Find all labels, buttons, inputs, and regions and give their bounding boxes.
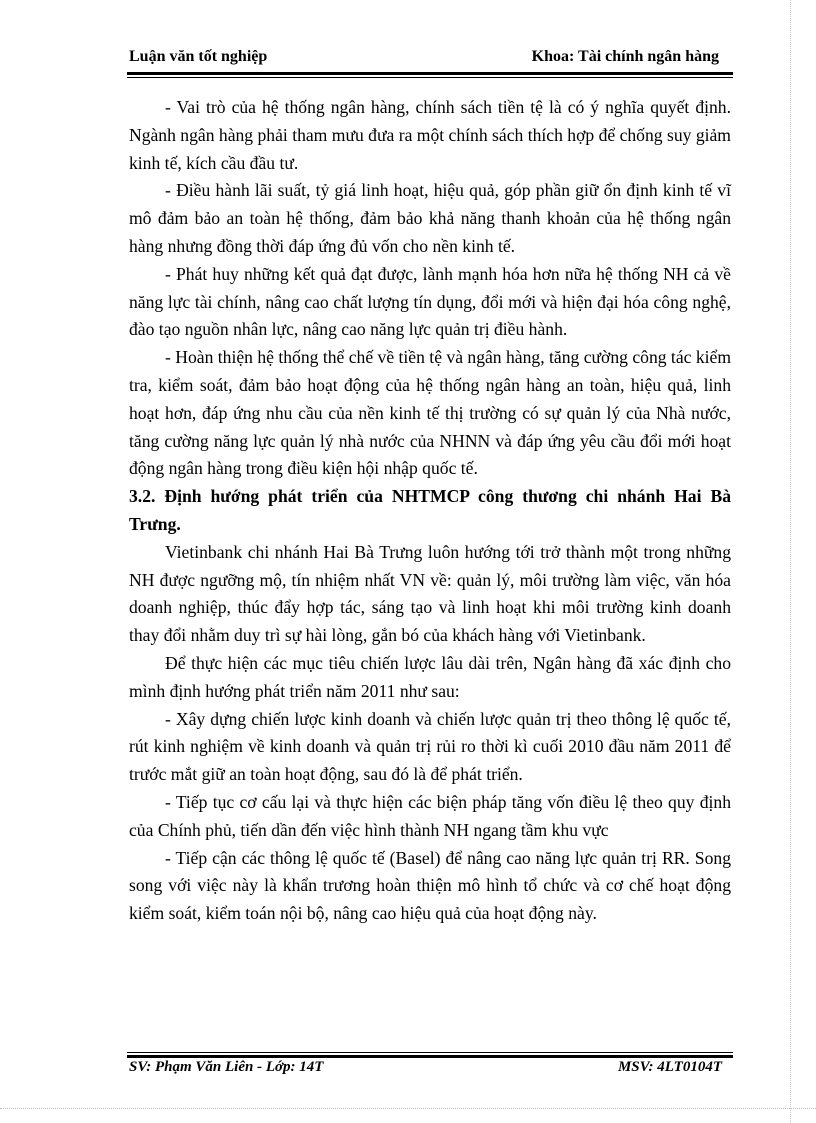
page-boundary-horizontal [0, 1108, 816, 1109]
paragraph: - Xây dựng chiến lược kinh doanh và chiến lược quản trị theo thông lệ quốc tế, rút kinh nghiệm về kinh doanh và quản trị rủi ro thời kì cuối 2010 đầu năm 2011 để trước mắt giữ an toàn hoạt động, sau đó là để phát triển. [129, 708, 731, 785]
page-boundary-vertical [790, 0, 791, 1123]
paragraph: - Hoàn thiện hệ thống thể chế về tiền tệ và ngân hàng, tăng cường công tác kiểm tra, kiểm soát, đảm bảo hoạt động của hệ thống ngân hàng an toàn, hiệu quả, linh hoạt hơn, đáp ứng nhu cầu của nền kinh tế thị trường có sự quản lý của Nhà nước, tăng cường năng lực quản lý nhà nước của NHNN và đáp ứng yêu cầu đổi mới hoạt động ngân hàng trong điều kiện hội nhập quốc tế. [129, 347, 732, 479]
footer-rule-thin [127, 1052, 733, 1053]
footer-rule-thick [127, 1055, 733, 1058]
paragraph: Vietinbank chi nhánh Hai Bà Trưng luôn hướng tới trở thành một trong những NH được ngưỡng mộ, tín nhiệm nhất VN về: quản lý, môi trường làm việc, văn hóa doanh nghiệp, thúc đẩy hợp tác, sáng tạo và linh hoạt khi môi trường kinh doanh thay đổi nhằm duy trì sự hài lòng, gắn bó của khách hàng với Vietinbank. [129, 541, 731, 646]
body-text [129, 94, 731, 928]
section-heading: 3.2. Định hướng phát triển của NHTMCP công thương chi nhánh Hai Bà Trưng. [129, 486, 731, 534]
footer-student-id: MSV: 4LT0104T [617, 1059, 722, 1075]
header-thesis-label: Luận văn tốt nghiệp [129, 48, 268, 65]
paragraph: - Vai trò của hệ thống ngân hàng, chính sách tiền tệ là có ý nghĩa quyết định. Ngành ngân hàng phải tham mưu đưa ra một chính sách thích hợp để chống suy giảm kinh tế, kích cầu đầu tư. [129, 97, 731, 173]
page-footer [129, 1059, 722, 1081]
header-faculty-label: Khoa: Tài chính ngân hàng [531, 48, 719, 65]
paragraph: - Điều hành lãi suất, tỷ giá linh hoạt, hiệu quả, góp phần giữ ổn định kinh tế vĩ mô đảm bảo an toàn hệ thống, đảm bảo khả năng thanh khoản của hệ thống ngân hàng nhưng đồng thời đáp ứng đủ vốn cho nền kinh tế. [129, 180, 731, 256]
header-rule-thick [127, 72, 733, 75]
header-rule-thin [127, 77, 733, 78]
paragraph: - Phát huy những kết quả đạt được, lành mạnh hóa hơn nữa hệ thống NH cả về năng lực tài chính, nâng cao chất lượng tín dụng, đổi mới và hiện đại hóa công nghệ, đào tạo nguồn nhân lực, nâng cao năng lực quản trị điều hành. [129, 263, 731, 340]
paragraph: - Tiếp tục cơ cấu lại và thực hiện các biện pháp tăng vốn điều lệ theo quy định của Chính phủ, tiến dần đến việc hình thành NH ngang tầm khu vực [129, 791, 731, 840]
paragraph: Để thực hiện các mục tiêu chiến lược lâu dài trên, Ngân hàng đã xác định cho mình định hướng phát triển năm 2011 như sau: [129, 652, 731, 701]
page-header [129, 48, 719, 70]
footer-student-label: SV: Phạm Văn Liên - Lớp: 14T [129, 1059, 324, 1075]
paragraph: - Tiếp cận các thông lệ quốc tế (Basel) để nâng cao năng lực quản trị RR. Song song với việc này là khẩn trương hoàn thiện mô hình tổ chức và cơ chế hoạt động kiểm soát, kiểm toán nội bộ, nâng cao hiệu quả của hoạt động này. [129, 847, 731, 924]
